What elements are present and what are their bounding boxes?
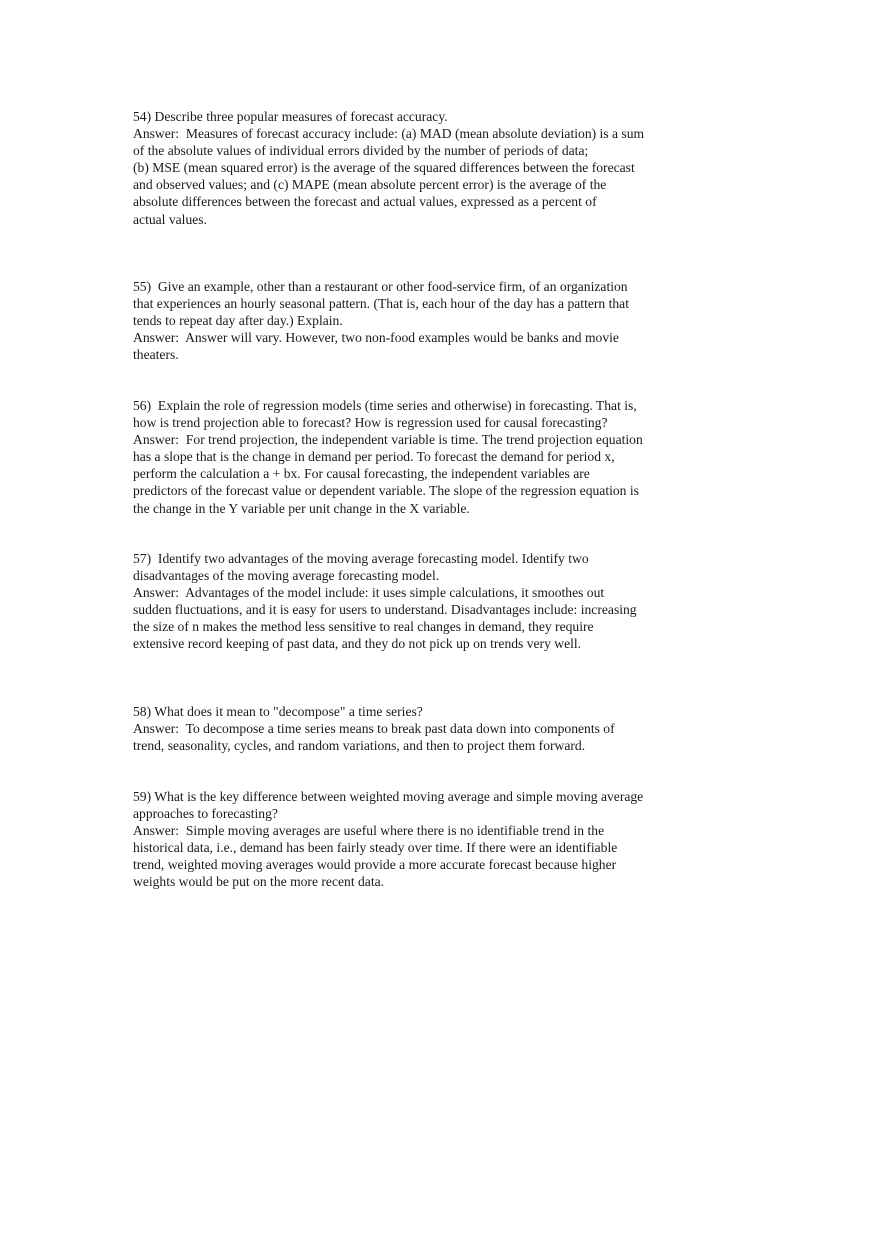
answer-59-line: weights would be put on the more recent data. [133, 874, 385, 890]
question-56-prompt: 56) Explain the role of regression models (time series and otherwise) in forecasting. That is, [133, 398, 637, 413]
answer-57-line: extensive record keeping of past data, and they do not pick up on trends very well. [133, 636, 582, 652]
question-58-block [133, 703, 698, 754]
answer-58-line: trend, seasonality, cycles, and random variations, and then to project them forward. [133, 738, 586, 754]
question-59-prompt: 59) What is the key difference between weighted moving average and simple moving average [133, 789, 644, 804]
answer-54-line: of the absolute values of individual errors divided by the number of periods of data; [133, 143, 589, 159]
answer-58-line: Answer: To decompose a time series means to break past data down into components of [133, 721, 615, 737]
answer-59-line: trend, weighted moving averages would provide a more accurate forecast because higher [133, 857, 617, 873]
question-55-block [133, 278, 698, 363]
answer-56-line: Answer: For trend projection, the independent variable is time. The trend projection equation [133, 432, 643, 448]
question-54-block [133, 108, 698, 228]
question-54-prompt: 54) Describe three popular measures of forecast accuracy. [133, 109, 448, 124]
question-58-prompt: 58) What does it mean to "decompose" a time series? [133, 704, 423, 719]
question-56-block [133, 397, 698, 517]
answer-57-line: Answer: Advantages of the model include: it uses simple calculations, it smoothes out [133, 585, 605, 601]
answer-57-line: sudden fluctuations, and it is easy for users to understand. Disadvantages include: increasing [133, 602, 637, 618]
question-59-prompt: approaches to forecasting? [133, 806, 278, 822]
question-57-prompt: 57) Identify two advantages of the moving average forecasting model. Identify two [133, 551, 589, 566]
answer-54-line: absolute differences between the forecast and actual values, expressed as a percent of [133, 194, 597, 210]
answer-54-line: actual values. [133, 211, 207, 227]
question-57-block [133, 550, 698, 653]
answer-54-line: (b) MSE (mean squared error) is the average of the squared differences between the forecast [133, 160, 635, 176]
question-55-prompt: tends to repeat day after day.) Explain. [133, 313, 343, 329]
answer-57-line: the size of n makes the method less sensitive to real changes in demand, they require [133, 619, 594, 635]
question-57-prompt: disadvantages of the moving average forecasting model. [133, 568, 440, 584]
question-56-prompt: how is trend projection able to forecast? How is regression used for causal forecasting? [133, 415, 608, 431]
answer-54-line: and observed values; and (c) MAPE (mean absolute percent error) is the average of the [133, 177, 607, 193]
question-55-prompt: 55) Give an example, other than a restaurant or other food-service firm, of an organization [133, 279, 628, 294]
answer-56-line: predictors of the forecast value or dependent variable. The slope of the regression equation is [133, 483, 639, 499]
answer-55-line: Answer: Answer will vary. However, two non-food examples would be banks and movie [133, 330, 619, 346]
question-59-block [133, 788, 698, 891]
answer-56-line: the change in the Y variable per unit change in the X variable. [133, 500, 470, 516]
answer-55-line: theaters. [133, 347, 179, 363]
answer-56-line: has a slope that is the change in demand per period. To forecast the demand for period x, [133, 449, 615, 465]
question-55-prompt: that experiences an hourly seasonal pattern. (That is, each hour of the day has a pattern that [133, 296, 629, 312]
answer-54-line: Answer: Measures of forecast accuracy include: (a) MAD (mean absolute deviation) is a sum [133, 126, 645, 142]
answer-56-line: perform the calculation a + bx. For causal forecasting, the independent variables are [133, 466, 590, 482]
answer-59-line: Answer: Simple moving averages are useful where there is no identifiable trend in the [133, 823, 605, 839]
answer-59-line: historical data, i.e., demand has been fairly steady over time. If there were an identifiable [133, 840, 618, 856]
